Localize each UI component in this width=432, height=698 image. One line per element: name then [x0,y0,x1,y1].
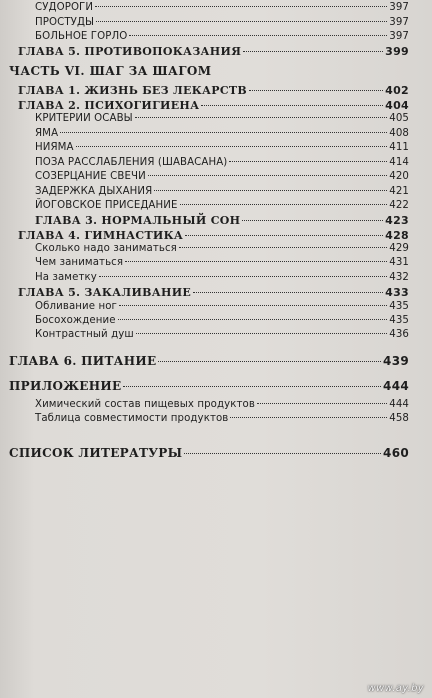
toc-chapter-title: ГЛАВА 5. ПРОТИВОПОКАЗАНИЯ [18,45,242,58]
toc-entry-title: Чем заниматься [35,257,124,268]
dot-leader [230,417,387,418]
toc-entry [35,315,409,326]
toc-chapter-page: 402 [385,84,409,97]
toc-entry-page: 397 [389,31,409,42]
toc-entry-page: 414 [389,157,409,168]
toc-entry-title: Химический состав пищевых продуктов [35,399,255,410]
toc-chapter-title: ГЛАВА 5. ЗАКАЛИВАНИЕ [18,286,192,299]
toc-entry-title: Обливание ног [35,301,118,312]
part-title: ЧАСТЬ VI. ШАГ ЗА ШАГОМ [9,64,212,78]
toc-entry-title: На заметку [35,272,97,283]
toc-entry [35,301,409,312]
toc-chapter [9,354,409,368]
toc-chapter-page: 399 [385,45,409,58]
dot-leader [158,361,381,362]
toc-entry-page: 420 [389,171,409,182]
toc-entry-title: ПОЗА РАССЛАБЛЕНИЯ (ШАВАСАНА) [35,157,228,168]
toc-entry-page: 411 [389,142,409,153]
toc-entry-page: 436 [389,329,409,340]
toc-entry [35,128,409,139]
toc-entry [35,243,409,254]
toc-chapter-title: ГЛАВА 1. ЖИЗНЬ БЕЗ ЛЕКАРСТВ [18,84,247,97]
dot-leader [95,6,387,7]
dot-leader [229,161,387,162]
dot-leader [96,21,387,22]
dot-leader [249,90,383,91]
toc-entry-page: 431 [389,257,409,268]
toc-entry-page: 432 [389,272,409,283]
toc-entry-title: ЙОГОВСКОЕ ПРИСЕДАНИЕ [35,200,178,211]
toc-entry-page: 397 [389,17,409,28]
dot-leader [180,204,388,205]
dot-leader [125,261,387,262]
dot-leader [123,386,381,387]
toc-entry [35,2,409,13]
toc-entry-title: Таблица совместимости продуктов [35,413,229,424]
toc-bibliography-page: 460 [383,446,409,460]
toc-entry-title: ЯМА [35,128,59,139]
toc-entry-title: БОЛЬНОЕ ГОРЛО [35,31,128,42]
toc-chapter-title: ГЛАВА 2. ПСИХОГИГИЕНА [18,99,200,112]
toc-bibliography-title: СПИСОК ЛИТЕРАТУРЫ [9,446,183,460]
toc-entry [35,272,409,283]
toc-entry-title: ПРОСТУДЫ [35,17,95,28]
toc-entry-page: 397 [389,2,409,13]
toc-chapter [18,45,409,58]
dot-leader [129,35,387,36]
toc-entry [35,413,409,424]
toc-chapter [18,229,409,242]
toc-entry-page: 422 [389,200,409,211]
toc-entry [35,113,409,124]
dot-leader [60,132,387,133]
toc-entry [35,186,409,197]
dot-leader [118,319,388,320]
dot-leader [179,247,387,248]
toc-entry-page: 429 [389,243,409,254]
toc-entry [35,257,409,268]
toc-entry-title: ЗАДЕРЖКА ДЫХАНИЯ [35,186,153,197]
toc-entry-title: Босохождение [35,315,116,326]
dot-leader [148,175,387,176]
toc-appendix-page: 444 [383,379,409,393]
dot-leader [193,292,383,293]
toc-chapter-title: ГЛАВА 3. НОРМАЛЬНЫЙ СОН [35,214,241,227]
toc-entry-page: 421 [389,186,409,197]
toc-entry [35,399,409,410]
dot-leader [257,403,387,404]
dot-leader [242,220,383,221]
dot-leader [99,276,387,277]
toc-bibliography [9,446,409,460]
dot-leader [243,51,383,52]
toc-entry-title: КРИТЕРИИ ОСАВЫ [35,113,133,124]
toc-chapter [35,214,409,227]
toc-entry-title: Сколько надо заниматься [35,243,177,254]
toc-entry-page: 408 [389,128,409,139]
toc-chapter-page: 423 [385,214,409,227]
toc-entry-title: Контрастный душ [35,329,134,340]
toc-chapter [18,84,409,97]
dot-leader [184,453,381,454]
toc-entry-page: 458 [389,413,409,424]
toc-chapter-page: 439 [383,354,409,368]
toc-entry [35,142,409,153]
toc-chapter-title: ГЛАВА 6. ПИТАНИЕ [9,354,157,368]
toc-entry [35,157,409,168]
toc-entry-page: 435 [389,315,409,326]
toc-entry-page: 405 [389,113,409,124]
toc-entry-title: СОЗЕРЦАНИЕ СВЕЧИ [35,171,146,182]
toc-entry [35,17,409,28]
toc-chapter-page: 404 [385,99,409,112]
dot-leader [76,146,388,147]
toc-entry [35,200,409,211]
toc-chapter-title: ГЛАВА 4. ГИМНАСТИКА [18,229,184,242]
dot-leader [201,105,383,106]
toc-entry-title: НИЯМА [35,142,74,153]
toc-chapter [18,99,409,112]
toc-entry [35,171,409,182]
toc-entry-page: 444 [389,399,409,410]
watermark: www.ay.by [367,683,424,694]
toc-entry [35,329,409,340]
toc-entry-page: 435 [389,301,409,312]
toc-chapter-page: 428 [385,229,409,242]
toc-entry [35,31,409,42]
dot-leader [119,305,387,306]
toc-chapter-page: 433 [385,286,409,299]
toc-entry-title: СУДОРОГИ [35,2,94,13]
toc-chapter [18,286,409,299]
dot-leader [154,190,387,191]
dot-leader [135,117,387,118]
dot-leader [136,333,387,334]
toc-appendix [9,379,409,393]
dot-leader [185,235,383,236]
toc-appendix-title: ПРИЛОЖЕНИЕ [9,379,122,393]
